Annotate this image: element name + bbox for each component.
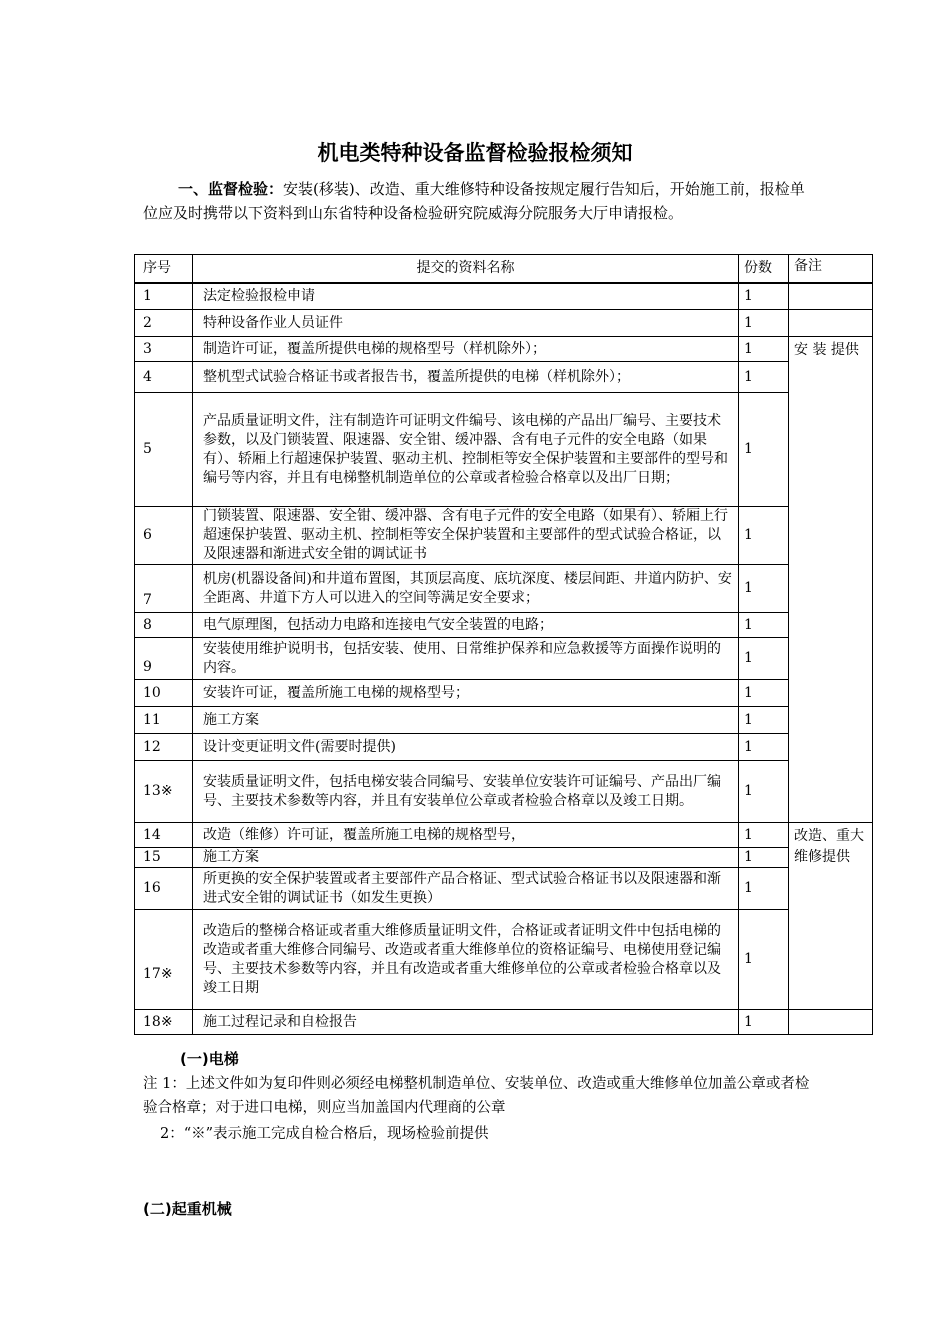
row-copies: 1 <box>739 337 789 362</box>
header-copies: 份数 <box>739 255 789 283</box>
row-no: 16 <box>135 868 193 910</box>
remark-modify: 改造、重大维修提供 <box>789 823 873 1010</box>
row-copies: 1 <box>739 507 789 565</box>
table-row <box>135 1010 873 1035</box>
row-copies: 1 <box>739 734 789 761</box>
row-copies: 1 <box>739 823 789 848</box>
row-name: 电气原理图，包括动力电路和连接电气安全装置的电路； <box>193 613 739 638</box>
row-no: 4 <box>135 362 193 393</box>
row-name: 改造（维修）许可证，覆盖所施工电梯的规格型号， <box>193 823 739 848</box>
table-row <box>135 868 873 910</box>
requirements-table <box>134 254 873 1035</box>
row-remark <box>789 310 873 337</box>
row-no: 8 <box>135 613 193 638</box>
row-name: 设计变更证明文件(需要时提供) <box>193 734 739 761</box>
table-header-row <box>135 255 873 283</box>
intro-paragraph <box>143 177 818 225</box>
row-name: 特种设备作业人员证件 <box>193 310 739 337</box>
row-copies: 1 <box>739 362 789 393</box>
row-no: 10 <box>135 680 193 707</box>
row-no: 17※ <box>135 910 193 1010</box>
row-remark <box>789 283 873 310</box>
row-no: 1 <box>135 283 193 310</box>
row-no: 5 <box>135 393 193 507</box>
row-name: 施工方案 <box>193 848 739 868</box>
row-copies: 1 <box>739 680 789 707</box>
table-row <box>135 565 873 613</box>
row-copies: 1 <box>739 868 789 910</box>
row-no: 6 <box>135 507 193 565</box>
row-remark <box>789 1010 873 1035</box>
header-name: 提交的资料名称 <box>193 255 739 283</box>
header-no: 序号 <box>135 255 193 283</box>
row-name: 整机型式试验合格证书或者报告书，覆盖所提供的电梯（样机除外）； <box>193 362 739 393</box>
table-row <box>135 310 873 337</box>
row-no: 7 <box>135 565 193 613</box>
row-name: 改造后的整梯合格证或者重大维修质量证明文件，合格证或者证明文件中包括电梯的改造或者重大维修合同编号、改造或者重大维修单位的资格证编号、电梯使用登记编号、主要技术参数等内容，并且有改造或者重大维修单位的公章或者检验合格章以及竣工日期 <box>193 910 739 1010</box>
row-copies: 1 <box>739 283 789 310</box>
row-copies: 1 <box>739 393 789 507</box>
row-name: 制造许可证，覆盖所提供电梯的规格型号（样机除外）； <box>193 337 739 362</box>
row-no: 9 <box>135 638 193 680</box>
row-name: 施工过程记录和自检报告 <box>193 1010 739 1035</box>
row-no: 13※ <box>135 761 193 823</box>
table-row <box>135 823 873 848</box>
row-no: 11 <box>135 707 193 734</box>
table-row <box>135 362 873 393</box>
row-name: 门锁装置、限速器、安全钳、缓冲器、含有电子元件的安全电路（如果有）、轿厢上行超速保护装置、驱动主机、控制柜等安全保护装置和主要部件的型式试验合格证，以及限速器和渐进式安全钳的调试证书 <box>193 507 739 565</box>
header-remark: 备注 <box>789 255 873 283</box>
row-copies: 1 <box>739 613 789 638</box>
table-row <box>135 680 873 707</box>
row-copies: 1 <box>739 1010 789 1035</box>
row-name: 所更换的安全保护装置或者主要部件产品合格证、型式试验合格证书以及限速器和渐进式安全钳的调试证书（如发生更换） <box>193 868 739 910</box>
row-copies: 1 <box>739 565 789 613</box>
row-no: 15 <box>135 848 193 868</box>
table-row <box>135 848 873 868</box>
table-row <box>135 507 873 565</box>
note-1: 注 1：上述文件如为复印件则必须经电梯整机制造单位、安装单位、改造或重大维修单位加盖公章或者检验合格章；对于进口电梯，则应当加盖国内代理商的公章 <box>143 1076 810 1116</box>
row-copies: 1 <box>739 310 789 337</box>
table-row <box>135 283 873 310</box>
row-name: 施工方案 <box>193 707 739 734</box>
row-name: 法定检验报检申请 <box>193 283 739 310</box>
table-row <box>135 393 873 507</box>
section-elevator: (一)电梯 <box>180 1050 239 1068</box>
section-crane: (二)起重机械 <box>143 1200 232 1218</box>
row-no: 12 <box>135 734 193 761</box>
table-row <box>135 613 873 638</box>
row-copies: 1 <box>739 910 789 1010</box>
intro-heading: 一、监督检验： <box>178 180 284 198</box>
table-row <box>135 337 873 362</box>
table-row <box>135 761 873 823</box>
row-copies: 1 <box>739 638 789 680</box>
note-2: 2：“※”表示施工完成自检合格后，现场检验前提供 <box>160 1126 489 1142</box>
row-name: 安装质量证明文件，包括电梯安装合同编号、安装单位安装许可证编号、产品出厂编号、主要技术参数等内容，并且有安装单位公章或者检验合格章以及竣工日期。 <box>193 761 739 823</box>
row-copies: 1 <box>739 848 789 868</box>
row-no: 14 <box>135 823 193 848</box>
table-row <box>135 638 873 680</box>
page-title: 机电类特种设备监督检验报检须知 <box>317 141 633 165</box>
row-copies: 1 <box>739 707 789 734</box>
row-name: 安装许可证，覆盖所施工电梯的规格型号； <box>193 680 739 707</box>
row-name: 机房(机器设备间)和井道布置图，其顶层高度、底坑深度、楼层间距、井道内防护、安全距离、井道下方人可以进入的空间等满足安全要求； <box>193 565 739 613</box>
row-no: 18※ <box>135 1010 193 1035</box>
row-copies: 1 <box>739 761 789 823</box>
table-row <box>135 707 873 734</box>
intro-text: 安装(移装)、改造、重大维修特种设备按规定履行告知后，开始施工前，报检单位应及时携带以下资料到山东省特种设备检验研究院威海分院服务大厅申请报检。 <box>143 180 805 222</box>
row-no: 2 <box>135 310 193 337</box>
table-row <box>135 734 873 761</box>
row-no: 3 <box>135 337 193 362</box>
row-name: 安装使用维护说明书，包括安装、使用、日常维护保养和应急救援等方面操作说明的内容。 <box>193 638 739 680</box>
remark-install: 安 装 提供 <box>789 337 873 823</box>
table-row <box>135 910 873 1010</box>
row-name: 产品质量证明文件，注有制造许可证明文件编号、该电梯的产品出厂编号、主要技术参数，以及门锁装置、限速器、安全钳、缓冲器、含有电子元件的安全电路（如果有）、轿厢上行超速保护装置、驱动主机、控制柜等安全保护装置和主要部件的型号和编号等内容，并且有电梯整机制造单位的公章或者检验合格章以及出厂日期； <box>193 393 739 507</box>
